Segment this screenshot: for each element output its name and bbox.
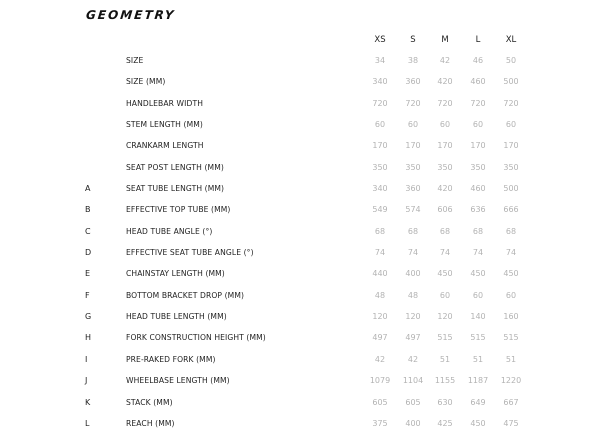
row-value-xl: 500 — [503, 184, 519, 194]
row-value-l: 46 — [472, 56, 484, 65]
table-row — [0, 349, 600, 370]
row-value-xs: 375 — [372, 418, 388, 428]
row-value-xl: 515 — [503, 333, 519, 343]
row-value-l: 60 — [472, 120, 484, 130]
row-value-m: 425 — [437, 418, 453, 428]
row-value-s: 68 — [407, 226, 419, 236]
row-value-l: 350 — [470, 162, 486, 172]
row-value-xl: 1220 — [500, 376, 522, 386]
row-label: EFFECTIVE SEAT TUBE ANGLE (°) — [126, 248, 254, 258]
row-value-l: 515 — [470, 333, 486, 343]
row-letter: F — [85, 290, 90, 300]
row-label: CRANKARM LENGTH — [126, 141, 204, 151]
table-row — [0, 93, 600, 114]
row-value-l: 60 — [472, 290, 484, 300]
row-value-xs: 340 — [372, 184, 388, 194]
row-value-xl: 60 — [505, 290, 517, 300]
row-value-l: 460 — [470, 77, 486, 87]
row-value-xs: 34 — [374, 56, 386, 65]
row-letter: G — [85, 312, 92, 322]
row-value-l: 74 — [472, 248, 484, 258]
row-label: WHEELBASE LENGTH (MM) — [126, 376, 230, 386]
row-value-s: 48 — [407, 290, 419, 300]
row-value-l: 170 — [470, 141, 486, 151]
row-label: HEAD TUBE ANGLE (°) — [126, 226, 213, 236]
row-value-xl: 350 — [503, 162, 519, 172]
row-label: REACH (MM) — [126, 418, 175, 428]
table-row — [0, 306, 600, 327]
row-value-m: 606 — [437, 205, 453, 215]
row-value-l: 720 — [470, 98, 486, 108]
row-letter: L — [85, 418, 90, 428]
row-value-xl: 51 — [505, 354, 517, 364]
row-letter: J — [85, 376, 88, 386]
row-value-xs: 350 — [372, 162, 388, 172]
row-label: HANDLEBAR WIDTH — [126, 98, 203, 108]
row-label: HEAD TUBE LENGTH (MM) — [126, 312, 227, 322]
row-label: STACK (MM) — [126, 397, 173, 407]
row-value-s: 1104 — [402, 376, 424, 386]
row-letter: H — [85, 333, 92, 343]
size-header-xs: XS — [374, 35, 386, 45]
row-value-m: 170 — [437, 141, 453, 151]
row-value-l: 460 — [470, 184, 486, 194]
row-value-xl: 667 — [503, 397, 519, 407]
row-label: BOTTOM BRACKET DROP (MM) — [126, 290, 245, 300]
row-value-m: 60 — [439, 290, 451, 300]
table-row — [0, 263, 600, 284]
row-value-m: 630 — [437, 397, 453, 407]
table-row — [0, 221, 600, 242]
row-value-l: 636 — [470, 205, 486, 215]
row-value-m: 350 — [437, 162, 453, 172]
row-value-xl: 475 — [503, 418, 519, 428]
row-value-xl: 450 — [503, 269, 519, 279]
row-value-m: 51 — [439, 354, 451, 364]
row-label: SIZE (MM) — [126, 77, 166, 87]
row-value-m: 450 — [437, 269, 453, 279]
table-row — [0, 178, 600, 199]
row-label: FORK CONSTRUCTION HEIGHT (MM) — [126, 333, 266, 343]
row-value-xl: 666 — [503, 205, 519, 215]
size-header-row — [0, 35, 600, 47]
row-value-s: 360 — [405, 184, 421, 194]
table-row — [0, 327, 600, 348]
row-value-l: 649 — [470, 397, 486, 407]
table-row — [0, 285, 600, 306]
row-label: PRE-RAKED FORK (MM) — [126, 354, 216, 364]
table-row — [0, 242, 600, 263]
row-letter: A — [85, 184, 91, 194]
row-value-l: 1187 — [467, 376, 489, 386]
row-value-l: 450 — [470, 418, 486, 428]
table-row — [0, 413, 600, 434]
size-header-l: L — [475, 35, 481, 45]
row-value-xs: 605 — [372, 397, 388, 407]
row-value-s: 400 — [405, 418, 421, 428]
row-letter: B — [85, 205, 91, 215]
row-value-m: 42 — [439, 56, 451, 65]
row-value-xl: 60 — [505, 120, 517, 130]
row-value-s: 170 — [405, 141, 421, 151]
table-row — [0, 157, 600, 178]
row-value-xs: 74 — [374, 248, 386, 258]
row-letter: K — [85, 397, 91, 407]
row-value-m: 60 — [439, 120, 451, 130]
table-row — [0, 199, 600, 220]
row-label: CHAINSTAY LENGTH (MM) — [126, 269, 225, 279]
row-value-xs: 60 — [374, 120, 386, 130]
row-value-xs: 720 — [372, 98, 388, 108]
row-value-s: 360 — [405, 77, 421, 87]
row-value-l: 68 — [472, 226, 484, 236]
row-value-s: 120 — [405, 312, 421, 322]
table-row — [0, 114, 600, 135]
row-value-xl: 720 — [503, 98, 519, 108]
row-label: STEM LENGTH (MM) — [126, 120, 203, 130]
row-value-l: 450 — [470, 269, 486, 279]
row-label: SEAT POST LENGTH (MM) — [126, 162, 224, 172]
row-value-xl: 500 — [503, 77, 519, 87]
geometry-table — [0, 50, 600, 434]
row-value-m: 420 — [437, 77, 453, 87]
row-letter: E — [85, 269, 91, 279]
row-value-m: 120 — [437, 312, 453, 322]
row-value-s: 574 — [405, 205, 421, 215]
row-value-xs: 120 — [372, 312, 388, 322]
row-value-m: 68 — [439, 226, 451, 236]
row-value-xs: 340 — [372, 77, 388, 87]
row-value-xl: 74 — [505, 248, 517, 258]
row-letter: D — [85, 248, 92, 258]
row-value-s: 497 — [405, 333, 421, 343]
row-letter: I — [85, 354, 88, 364]
row-value-s: 400 — [405, 269, 421, 279]
table-row — [0, 392, 600, 413]
row-value-xs: 549 — [372, 205, 388, 215]
row-letter: C — [85, 226, 91, 236]
row-value-m: 515 — [437, 333, 453, 343]
row-value-xs: 170 — [372, 141, 388, 151]
row-value-xl: 160 — [503, 312, 519, 322]
row-value-m: 720 — [437, 98, 453, 108]
row-value-m: 1155 — [434, 376, 456, 386]
table-row — [0, 50, 600, 71]
row-label: SIZE — [126, 56, 144, 65]
row-value-l: 51 — [472, 354, 484, 364]
row-value-xl: 170 — [503, 141, 519, 151]
row-value-m: 420 — [437, 184, 453, 194]
row-value-s: 350 — [405, 162, 421, 172]
page-title: GEOMETRY — [85, 8, 177, 22]
row-label: SEAT TUBE LENGTH (MM) — [126, 184, 225, 194]
row-value-xl: 50 — [505, 56, 517, 65]
row-label: EFFECTIVE TOP TUBE (MM) — [126, 205, 231, 215]
row-value-xs: 440 — [372, 269, 388, 279]
row-value-s: 42 — [407, 354, 419, 364]
row-value-xs: 1079 — [369, 376, 391, 386]
row-value-s: 74 — [407, 248, 419, 258]
row-value-s: 605 — [405, 397, 421, 407]
row-value-l: 140 — [470, 312, 486, 322]
table-row — [0, 370, 600, 391]
row-value-s: 720 — [405, 98, 421, 108]
size-header-m: M — [441, 35, 449, 45]
row-value-m: 74 — [439, 248, 451, 258]
table-row — [0, 135, 600, 156]
size-header-xl: XL — [505, 35, 517, 45]
row-value-xs: 42 — [374, 354, 386, 364]
row-value-s: 38 — [407, 56, 419, 65]
row-value-xs: 497 — [372, 333, 388, 343]
row-value-xs: 68 — [374, 226, 386, 236]
row-value-s: 60 — [407, 120, 419, 130]
table-row — [0, 71, 600, 92]
size-header-s: S — [410, 35, 416, 45]
row-value-xs: 48 — [374, 290, 386, 300]
row-value-xl: 68 — [505, 226, 517, 236]
